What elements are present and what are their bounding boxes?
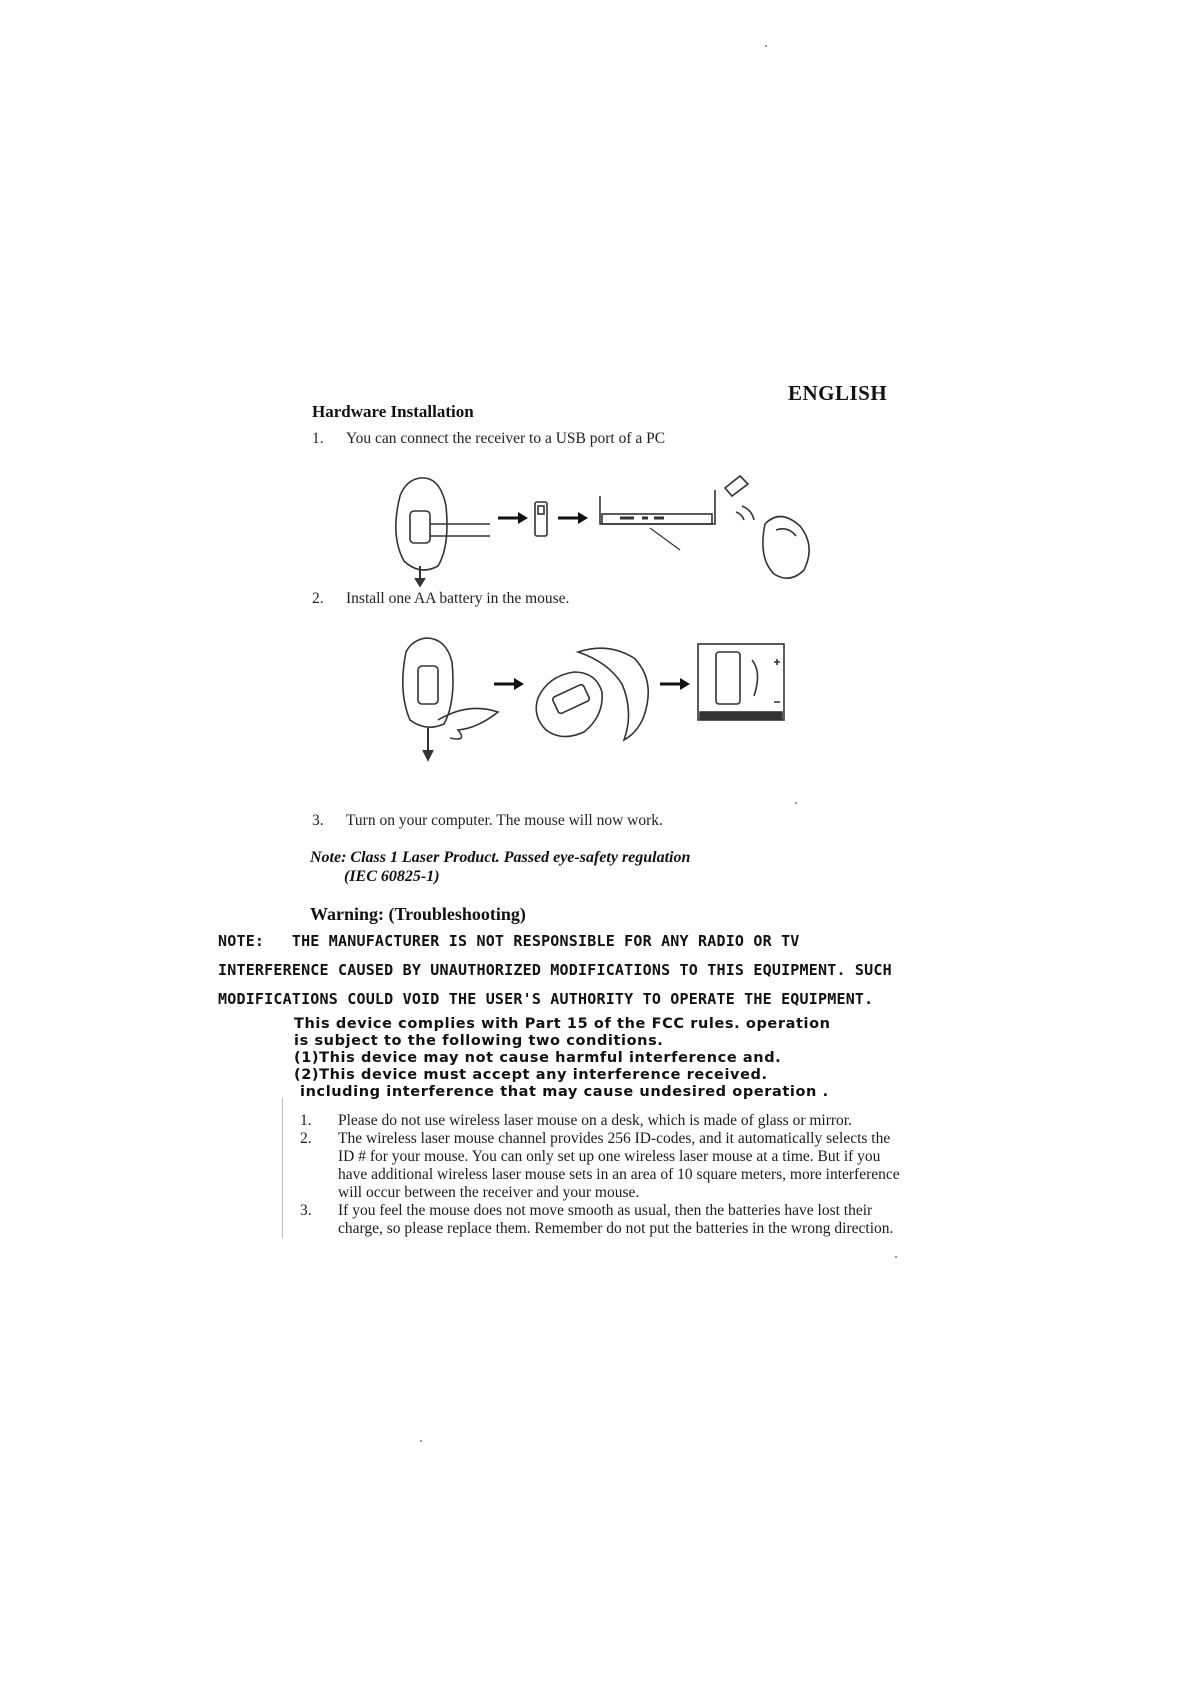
margin-rule xyxy=(282,1098,283,1238)
scan-speck xyxy=(765,45,767,47)
scan-speck xyxy=(895,1256,897,1258)
step-3 xyxy=(312,812,663,830)
list-item xyxy=(300,1202,900,1238)
scan-speck xyxy=(795,802,797,804)
caps-notice-line: MODIFICATIONS COULD VOID THE USER'S AUTHORITY TO OPERATE THE EQUIPMENT. xyxy=(218,990,874,1008)
fcc-line: This device complies with Part 15 of the FCC rules. operation xyxy=(294,1016,831,1032)
step-number: 1. xyxy=(312,430,324,447)
step-text: Turn on your computer. The mouse will now work. xyxy=(346,812,663,829)
arrow-right-icon xyxy=(494,678,524,690)
open-battery-cover-icon xyxy=(536,648,648,740)
list-item xyxy=(300,1112,900,1130)
figure-battery-installation xyxy=(398,632,808,772)
wireless-mouse-icon xyxy=(725,476,809,578)
list-number: 3. xyxy=(300,1202,312,1219)
mouse-underside-icon xyxy=(403,638,498,760)
fcc-line: (1)This device may not cause harmful interference and. xyxy=(294,1050,782,1066)
arrow-right-icon xyxy=(498,512,528,524)
list-item xyxy=(300,1130,900,1202)
note-iec: (IEC 60825-1) xyxy=(344,868,440,885)
list-text: The wireless laser mouse channel provides 256 ID-codes, and it automatically selects the ID # for your mouse. You can only set up one wireless laser mouse at a time. But if you have additional wireless laser mouse sets in an area of 10 square meters, more interference will occur between the receiver and your mouse. xyxy=(338,1130,900,1201)
fcc-line: (2)This device must accept any interference received. xyxy=(294,1067,768,1083)
step-number: 2. xyxy=(312,590,324,607)
step-1 xyxy=(312,430,665,448)
section-title: Hardware Installation xyxy=(312,402,474,421)
laser-safety-note xyxy=(310,848,690,886)
battery-compartment-icon xyxy=(698,644,784,720)
note-text: Note: Class 1 Laser Product. Passed eye-safety regulation xyxy=(310,849,691,866)
laptop-usb-port-icon xyxy=(600,490,715,550)
list-number: 1. xyxy=(300,1112,312,1129)
step-text: You can connect the receiver to a USB port of a PC xyxy=(346,430,666,447)
list-text: Please do not use wireless laser mouse on a desk, which is made of glass or mirror. xyxy=(338,1112,852,1129)
troubleshooting-list xyxy=(300,1112,900,1238)
step-2 xyxy=(312,590,569,608)
figure-receiver-installation xyxy=(380,466,820,596)
step-text: Install one AA battery in the mouse. xyxy=(346,590,570,607)
scan-speck xyxy=(420,1440,422,1442)
fcc-line: including interference that may cause undesired operation . xyxy=(300,1084,829,1100)
language-label: ENGLISH xyxy=(788,381,888,405)
mouse-with-receiver-slot-icon xyxy=(396,478,490,586)
caps-notice-line: NOTE: THE MANUFACTURER IS NOT RESPONSIBLE FOR ANY RADIO OR TV xyxy=(218,932,800,950)
fcc-statement xyxy=(294,1016,914,1101)
list-text: If you feel the mouse does not move smooth as usual, then the batteries have lost their charge, so please replace them. Remember do not put the batteries in the wrong direction. xyxy=(338,1202,894,1237)
list-number: 2. xyxy=(300,1130,312,1147)
arrow-right-icon xyxy=(558,512,588,524)
warning-title: Warning: (Troubleshooting) xyxy=(310,904,526,924)
usb-receiver-icon xyxy=(535,502,547,536)
fcc-line: is subject to the following two conditions. xyxy=(294,1033,664,1049)
arrow-right-icon xyxy=(660,678,690,690)
caps-notice-line: INTERFERENCE CAUSED BY UNAUTHORIZED MODIFICATIONS TO THIS EQUIPMENT. SUCH xyxy=(218,961,892,979)
step-number: 3. xyxy=(312,812,324,829)
